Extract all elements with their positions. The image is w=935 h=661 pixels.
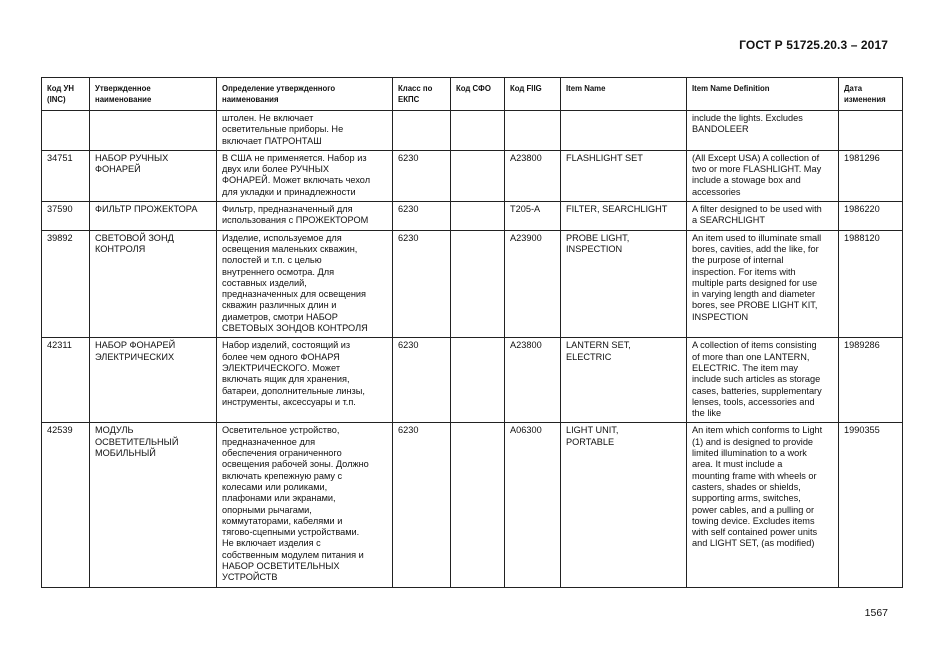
cell-class: 6230: [393, 150, 451, 201]
cell-inc: 42311: [42, 338, 90, 423]
cell-class: 6230: [393, 230, 451, 338]
table-row: [42, 230, 903, 338]
page-number: 1567: [864, 607, 888, 619]
cell-definition: Фильтр, предназначенный для использования с ПРОЖЕКТОРОМ: [217, 202, 393, 231]
cell-fiig: A23900: [505, 230, 561, 338]
cell-date: 1989286: [839, 338, 903, 423]
cell-inc: [42, 111, 90, 151]
cell-definition: В США не применяется. Набор из двух или более РУЧНЫХ ФОНАРЕЙ. Может включать чехол для укладки и принадлежности: [217, 150, 393, 201]
cell-class: 6230: [393, 202, 451, 231]
cell-definition: штолен. Не включает осветительные приборы. Не включает ПАТРОНТАШ: [217, 111, 393, 151]
cell-sfo: [451, 111, 505, 151]
col-header-inc: Код УН (INC): [42, 78, 90, 111]
cell-item-definition: A filter designed to be used with a SEARCHLIGHT: [687, 202, 839, 231]
cell-definition: Набор изделий, состоящий из более чем одного ФОНАРЯ ЭЛЕКТРИЧЕСКОГО. Может включать ящик для хранения, батареи, дополнительные линзы, инструменты, аксессуары и т.п.: [217, 338, 393, 423]
cell-approved-name: [90, 111, 217, 151]
cell-item-definition: A collection of items consisting of more than one LANTERN, ELECTRIC. The item may include such articles as storage cases, batteries, supplementary lenses, tools, accessories and the like: [687, 338, 839, 423]
cell-date: 1981296: [839, 150, 903, 201]
col-header-approved-name: Утвержденное наименование: [90, 78, 217, 111]
cell-approved-name: НАБОР ФОНАРЕЙ ЭЛЕКТРИЧЕСКИХ: [90, 338, 217, 423]
cell-date: 1988120: [839, 230, 903, 338]
table-row: [42, 338, 903, 423]
cell-item-name: FLASHLIGHT SET: [561, 150, 687, 201]
cell-class: [393, 111, 451, 151]
cell-inc: 42539: [42, 423, 90, 587]
table-row: [42, 111, 903, 151]
cell-inc: 37590: [42, 202, 90, 231]
col-header-sfo: Код СФО: [451, 78, 505, 111]
cell-definition: Изделие, используемое для освещения маленьких скважин, полостей и т.п. с целью внутреннего осмотра. Для составных изделий, предназначенных для освещения скважин различных длин и диаметров, смотри НАБОР СВЕТОВЫХ ЗОНДОВ КОНТРОЛЯ: [217, 230, 393, 338]
cell-approved-name: МОДУЛЬ ОСВЕТИТЕЛЬНЫЙ МОБИЛЬНЫЙ: [90, 423, 217, 587]
cell-class: 6230: [393, 423, 451, 587]
cell-item-name: PROBE LIGHT, INSPECTION: [561, 230, 687, 338]
cell-inc: 39892: [42, 230, 90, 338]
cell-sfo: [451, 230, 505, 338]
cell-fiig: A06300: [505, 423, 561, 587]
cell-date: [839, 111, 903, 151]
cell-fiig: A23800: [505, 150, 561, 201]
cell-inc: 34751: [42, 150, 90, 201]
cell-approved-name: НАБОР РУЧНЫХ ФОНАРЕЙ: [90, 150, 217, 201]
cell-class: 6230: [393, 338, 451, 423]
cell-fiig: [505, 111, 561, 151]
cell-sfo: [451, 150, 505, 201]
cell-sfo: [451, 338, 505, 423]
cell-approved-name: СВЕТОВОЙ ЗОНД КОНТРОЛЯ: [90, 230, 217, 338]
catalog-table: [41, 77, 903, 588]
table-row: [42, 202, 903, 231]
col-header-date: Дата изменения: [839, 78, 903, 111]
table-header-row: [42, 78, 903, 111]
col-header-definition: Определение утвержденного наименования: [217, 78, 393, 111]
table-row: [42, 150, 903, 201]
cell-item-definition: (All Except USA) A collection of two or more FLASHLIGHT. May include a stowage box and accessories: [687, 150, 839, 201]
cell-date: 1990355: [839, 423, 903, 587]
cell-approved-name: ФИЛЬТР ПРОЖЕКТОРА: [90, 202, 217, 231]
table-row: [42, 423, 903, 587]
cell-fiig: A23800: [505, 338, 561, 423]
cell-sfo: [451, 423, 505, 587]
col-header-class: Класс по ЕКПС: [393, 78, 451, 111]
cell-item-name: LANTERN SET, ELECTRIC: [561, 338, 687, 423]
cell-sfo: [451, 202, 505, 231]
cell-item-definition: include the lights. Excludes BANDOLEER: [687, 111, 839, 151]
cell-item-definition: An item which conforms to Light (1) and is designed to provide limited illumination to a work area. It must include a mounting frame with wheels or casters, shades or shields, supporting arms, switches, power cables, and a pulling or towing device. Excludes items with self contained power units and LIGHT SET, (as modified): [687, 423, 839, 587]
cell-item-name: [561, 111, 687, 151]
cell-item-definition: An item used to illuminate small bores, cavities, add the like, for the purpose of internal inspection. For items with multiple parts designed for use in varying length and diameter bores, see PROBE LIGHT KIT, INSPECTION: [687, 230, 839, 338]
cell-definition: Осветительное устройство, предназначенное для обеспечения ограниченного освещения рабочей зоны. Должно включать крепежную раму с колесами или роликами, плафонами или экранами, опорными рычагами, коммутаторами, кабелями и тягово-сцепными устройствами. Не включает изделия с собственным модулем питания и НАБОР ОСВЕТИТЕЛЬНЫХ УСТРОЙСТВ: [217, 423, 393, 587]
col-header-item-name: Item Name: [561, 78, 687, 111]
cell-date: 1986220: [839, 202, 903, 231]
document-header: ГОСТ Р 51725.20.3 – 2017: [739, 38, 888, 52]
cell-item-name: LIGHT UNIT, PORTABLE: [561, 423, 687, 587]
cell-fiig: T205-A: [505, 202, 561, 231]
cell-item-name: FILTER, SEARCHLIGHT: [561, 202, 687, 231]
col-header-item-definition: Item Name Definition: [687, 78, 839, 111]
col-header-fiig: Код FIIG: [505, 78, 561, 111]
